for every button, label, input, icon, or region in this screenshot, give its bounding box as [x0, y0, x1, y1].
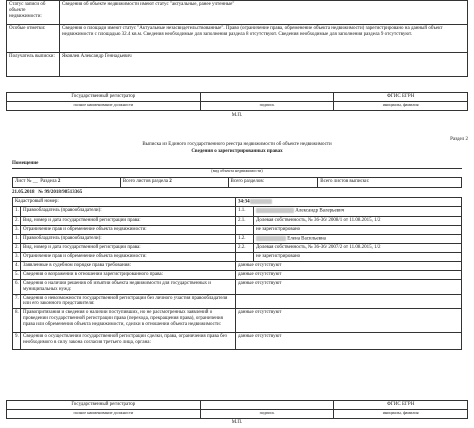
extract-date: 21.05.2018: [12, 190, 35, 195]
encumbrance-value-2: не зарегистрировано: [254, 253, 462, 262]
signature-block-1: [6, 92, 468, 119]
registration-label-2: Вид, номер и дата государственной регистрации права:: [21, 244, 236, 253]
cadastral-value: 34:34: [236, 198, 462, 207]
registration-label: Вид, номер и дата государственной регистрации права:: [21, 216, 236, 225]
caption-sign: подпись: [200, 102, 334, 111]
section-label: Раздел 2: [450, 137, 468, 142]
redacted-mark: [256, 208, 294, 213]
signature-block-2: [6, 400, 468, 426]
encumbrance-value: не зарегистрировано: [254, 225, 462, 234]
number-label: №: [38, 190, 44, 195]
registrar-title: Государственный регистратор: [7, 93, 201, 102]
redacted-mark: [250, 199, 272, 204]
owner-label-2: Правообладатель (правообладатели):: [21, 234, 236, 243]
special-marks-value: Сведения о площади имеют статус "Актуальные незасвидетельствованные". Право (ограничение права, обременение объекта недвижимости) зарегистрировано на данный объект недвижимости с площадью 32.4 кв.м. Сведения необходимые для заполнения раздела 8 отсутствуют. Сведения необходимые для заполнения раздела 9 отсутствуют.: [60, 25, 468, 53]
extract-title: Выписка из Единого государственного реестра недвижимости об объекте недвижимости: [142, 142, 332, 147]
claims-value: данные отсутствуют: [236, 262, 462, 271]
consent-value: данные отсутствуют: [236, 333, 462, 350]
pending-claims-label: Правопритязания и сведения о наличии поступивших, но не рассмотренных заявлений о проведении государственной регистрации права (перехода, прекращения права), ограничения права или обременения объекта недвижимости, сделки в отношении объекта недвижимости:: [21, 309, 236, 333]
cadastral-label: Кадастровый номер:: [13, 198, 236, 207]
sheets-in-section-label: Всего листов раздела: [122, 179, 168, 184]
sheet-label: Лист №: [15, 179, 32, 184]
caption-position-2: полное наименование должности: [7, 410, 201, 419]
personal-participation-value: [236, 294, 462, 309]
owner-label: Правообладатель (правообладатели):: [21, 207, 236, 216]
object-type-caption: (вид объекта недвижимости): [211, 168, 263, 173]
personal-participation-label: Сведения о невозможности государственной регистрации без личного участия правообладателя или его законного представителя:: [21, 294, 236, 309]
registrar-org-2: ФГИС ЕГРН: [334, 401, 468, 410]
recipient-value: Яковлев Александр Геннадьевич: [60, 53, 468, 77]
owner-value-2: Елена Васильевна: [254, 234, 462, 243]
caption-name: инициалы, фамилия: [334, 102, 468, 111]
record-status-table: [6, 0, 468, 77]
registration-value: Долевая собственность, № 36-36/ 2008/1 от 11.08.2015, 1/2: [254, 216, 462, 225]
total-sheets-label: Всего листов выписки:: [318, 178, 462, 188]
owner-value: Александр Валерьевич: [254, 207, 462, 216]
status-label: Статус записи об объекте недвижимости:: [7, 1, 60, 25]
pending-claims-value: данные отсутствуют: [236, 309, 462, 333]
extract-number: 99/2018/98513365: [44, 190, 83, 195]
recipient-label: Получатель выписки:: [7, 53, 60, 77]
consent-label: Сведения о осуществлении государственной регистрации сделки, права, ограничения права без необходимого в силу закона согласия третьего лица, органа:: [21, 333, 236, 350]
caption-name-2: инициалы, фамилия: [334, 410, 468, 419]
section-no: 2: [57, 179, 61, 184]
registrar-org: ФГИС ЕГРН: [334, 93, 468, 102]
encumbrance-label: Ограничение прав и обременение объекта недвижимости:: [21, 225, 236, 234]
caption-sign-2: подпись: [200, 410, 334, 419]
object-type: Помещение: [12, 161, 39, 166]
section-inline-label: Раздела: [40, 179, 57, 184]
rights-table: Кадастровый номер: 34:34 1. Правообладатель (правообладатели): 1.1. Александр Валерьевич 2. Вид, номер и дата государственной регистрации права: 2.1. Долевая собственность, № 36-36/ 2008/1 от 11.08.2015, 1/2 3. Ограничение прав и обременение объекта недвижимости: не зарегистрировано 1. Правообладатель (правообладатели): 1.2. Елена Васильевна 2. Вид, номер и дата государственной регистрации права: 2.2. Долевая собственность, № 36-36/ 2007/2 от 11.08.2015, 1/2 3. Ограничение прав и обременение объекта недвижимости: не зарегистрировано 4. Заявленные в судебном порядке права требования: данные отсутствуют 5. Сведения о возражении в отношении зарегистрированного права: данные отсутствуют 6. Сведения о наличии решения об изъятии объекта недвижимости для государственных и муниципальных нужд: данные отсутствуют 7. Сведения о невозможности государственной регистрации без личного участия правообладателя или его законного представителя: 8. Правопритязания и сведения о наличии поступивших, но не рассмотренных заявлений о проведении государственной регистрации права (перехода, прекращения права), ограничения права или обременения объекта недвижимости, сделки в отношении объекта недвижимости: данные отсутствуют 9. Сведения о осуществлении государственной регистрации сделки, права, ограничения права без необходимого в силу закона согласия третьего лица, органа: данные отсутствуют: [12, 197, 462, 350]
encumbrance-label-2: Ограничение прав и обременение объекта недвижимости:: [21, 253, 236, 262]
stamp-mark-2: М.П.: [231, 420, 243, 425]
seizure-label: Сведения о наличии решения об изъятии объекта недвижимости для государственных и муниципальных нужд:: [21, 280, 236, 295]
claims-label: Заявленные в судебном порядке права требования:: [21, 262, 236, 271]
caption-position: полное наименование должности: [7, 102, 201, 111]
sheet-info: [12, 177, 462, 188]
sheets-in-section: 2: [169, 179, 172, 184]
redacted-mark: [256, 236, 286, 241]
objection-value: данные отсутствуют: [236, 271, 462, 280]
seizure-value: данные отсутствуют: [236, 280, 462, 295]
total-sections-label: Всего разделов:: [228, 178, 318, 188]
date-number: [12, 190, 82, 196]
section-subtitle: Сведения о зарегистрированных правах: [191, 149, 283, 154]
objection-label: Сведения о возражении в отношении зарегистрированного права:: [21, 271, 236, 280]
sheet-no: __: [32, 179, 38, 184]
stamp-mark: М.П.: [231, 113, 243, 118]
registrar-title-2: Государственный регистратор: [7, 401, 201, 410]
status-value: Сведения об объекте недвижимости имеют статус "актуальные, ранее учтенные": [60, 1, 468, 25]
registration-value-2: Долевая собственность, № 36-36/ 2007/2 от 11.08.2015, 1/2: [254, 244, 462, 253]
special-marks-label: Особые отметки:: [7, 25, 60, 53]
